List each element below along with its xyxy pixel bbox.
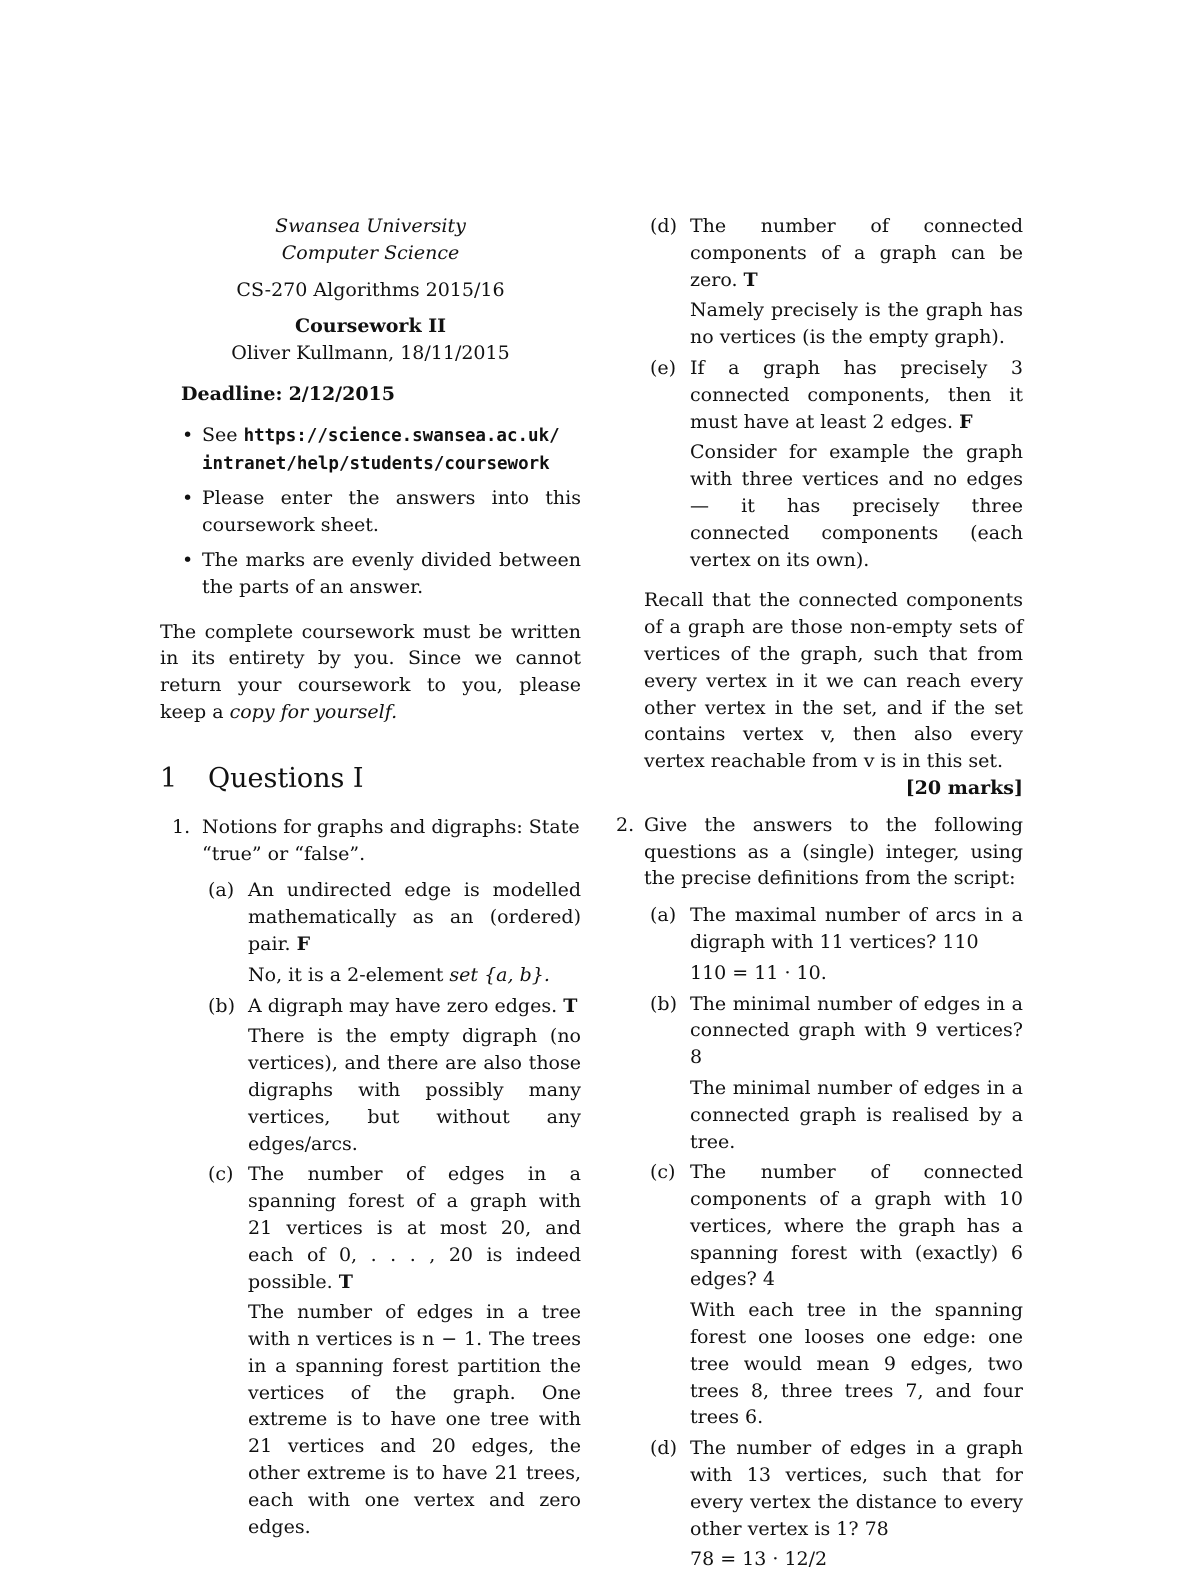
intro-text: The complete coursework must be written in its entirety by you. Since we cannot return your coursework to you, please keep a [160,620,581,723]
answer: The minimal number of edges in a connected graph is realised by a tree. [690,1076,1023,1153]
instruction-text: The marks are evenly divided between the parts of an answer. [202,548,581,598]
subquestion-label: (a) [650,904,677,927]
subquestion-text [690,1159,1023,1293]
section-heading [160,762,581,796]
section-title: Questions I [208,762,364,794]
subquestion-text [690,991,1023,1071]
answer-emphasis: set [449,963,479,986]
subquestion-text [248,993,581,1020]
statement: If a graph has precisely 3 connected components, then it must have at least 2 edges. [690,356,1023,433]
subquestion-label: (b) [650,992,677,1015]
subquestion-label: (e) [650,356,677,379]
question-text: Give the answers to the following questions as a (single) integer, using the precise definitions from the script: [644,813,1023,890]
subquestion-text [248,1161,581,1295]
bullet-icon: • [182,487,194,510]
course-name: CS-270 Algorithms 2015/16 [236,278,505,301]
subquestion-b [160,993,581,1158]
verdict: T [338,1270,353,1293]
deadline-value: 2/12/2015 [288,382,395,405]
question-number: 2. [616,813,635,836]
question-1 [160,814,581,868]
subquestion-label: (c) [208,1163,234,1186]
instruction-text: Please enter the answers into this coursework sheet. [202,487,581,537]
verdict: T [743,268,758,291]
instructions-list [160,422,581,601]
answer: Consider for example the graph with three vertices and no edges — it has precisely three connected components (each vertex on its own). [690,441,1023,571]
statement: The number of edges in a graph with 13 vertices, such that for every vertex the distance to every other vertex is 1? [690,1437,1023,1540]
subquestion-text [690,355,1023,435]
subquestion-c [160,1161,581,1540]
subquestion-a [616,902,1023,986]
subquestion-label: (a) [208,879,235,902]
list-item [182,422,581,478]
intro-emphasis: copy for yourself. [229,700,398,723]
subquestion-label: (d) [650,1437,677,1460]
subquestion-b [616,991,1023,1156]
statement: The minimal number of edges in a connected graph with 9 vertices? [690,992,1023,1042]
statement: The maximal number of arcs in a digraph with 11 vertices? [690,904,1023,953]
subquestion-label: (d) [650,215,677,237]
answer [248,962,581,989]
subquestion-text [690,1435,1023,1542]
marks-badge: [20 marks] [905,776,1023,799]
bullet-icon: • [182,423,194,446]
subquestion-c [616,1159,1023,1431]
subquestion-label: (b) [208,994,235,1017]
statement: An undirected edge is modelled mathematically as an (ordered) pair. [248,879,581,955]
question-2 [616,812,1023,892]
answer-value: 110 [942,930,979,953]
subquestion-text [690,213,1023,293]
url-part-1: https://science.swansea.ac.uk/ [243,425,560,446]
department-name: Computer Science [281,241,460,264]
bullet-icon: • [182,548,194,571]
right-column [616,213,1023,1577]
see-prefix: See [202,423,238,446]
answer-value: 78 [864,1517,889,1540]
answer: With each tree in the spanning forest one looses one edge: one tree would mean 9 edges, two trees 8, three trees 7, and four trees 6. [690,1299,1023,1429]
statement: The number of connected components of a graph can be zero. [690,215,1023,291]
deadline-label: Deadline: [181,382,283,405]
verdict: T [563,994,578,1017]
answer: There is the empty digraph (no vertices), and there are also those digraphs with possibly many vertices, but without any edges/arcs. [248,1025,581,1155]
subquestion-text [690,902,1023,956]
coursework-url[interactable] [202,423,560,474]
subquestion-e [616,355,1023,573]
subquestion-d [616,213,1023,351]
university-name: Swansea University [275,215,466,237]
question-text: Notions for graphs and digraphs: State “true” or “false”. [202,815,580,865]
document-title: Coursework II [295,315,446,338]
subquestion-label: (c) [650,1161,676,1184]
answer: 110 = 11 · 10. [690,961,827,984]
verdict: F [959,410,973,433]
list-item [182,485,581,539]
intro-paragraph [160,619,581,726]
section-number: 1 [160,762,178,794]
answer-text: No, it is a 2-element [248,963,444,986]
answer: 78 = 13 · 12/2 [690,1548,828,1571]
left-column [160,213,581,1544]
answer-set: {a, b}. [484,963,550,986]
question-number: 1. [172,815,191,838]
author-date: Oliver Kullmann, 18/11/2015 [231,342,510,365]
verdict: F [296,932,311,955]
answer-value: 8 [690,1046,703,1069]
statement: The number of edges in a spanning forest of a graph with 21 vertices is at most 20, and each of 0, . . . , 20 is indeed possible. [248,1163,581,1293]
subquestion-a [160,877,581,988]
recall-paragraph: Recall that the connected components of a graph are those non-empty sets of vertices of the graph, such that from every vertex in it we can reach every other vertex in the set, and if the set contains vertex v, then also every vertex reachable from v is in this set. [644,589,1023,773]
url-part-2: intranet/help/students/coursework [202,453,550,474]
deadline [160,381,581,408]
answer: The number of edges in a tree with n vertices is n − 1. The trees in a spanning forest partition the vertices of the graph. One extreme is to have one tree with 21 vertices and 20 edges, the other extreme is to have 21 trees, each with one vertex and zero edges. [248,1301,581,1538]
answer-value: 4 [762,1268,775,1291]
statement: A digraph may have zero edges. [248,994,558,1017]
answer: Namely precisely is the graph has no vertices (is the empty graph). [690,299,1023,349]
list-item [182,547,581,601]
subquestion-text [248,877,581,957]
statement: The number of connected components of a graph with 10 vertices, where the graph has a spanning forest with (exactly) 6 edges? [690,1161,1023,1291]
